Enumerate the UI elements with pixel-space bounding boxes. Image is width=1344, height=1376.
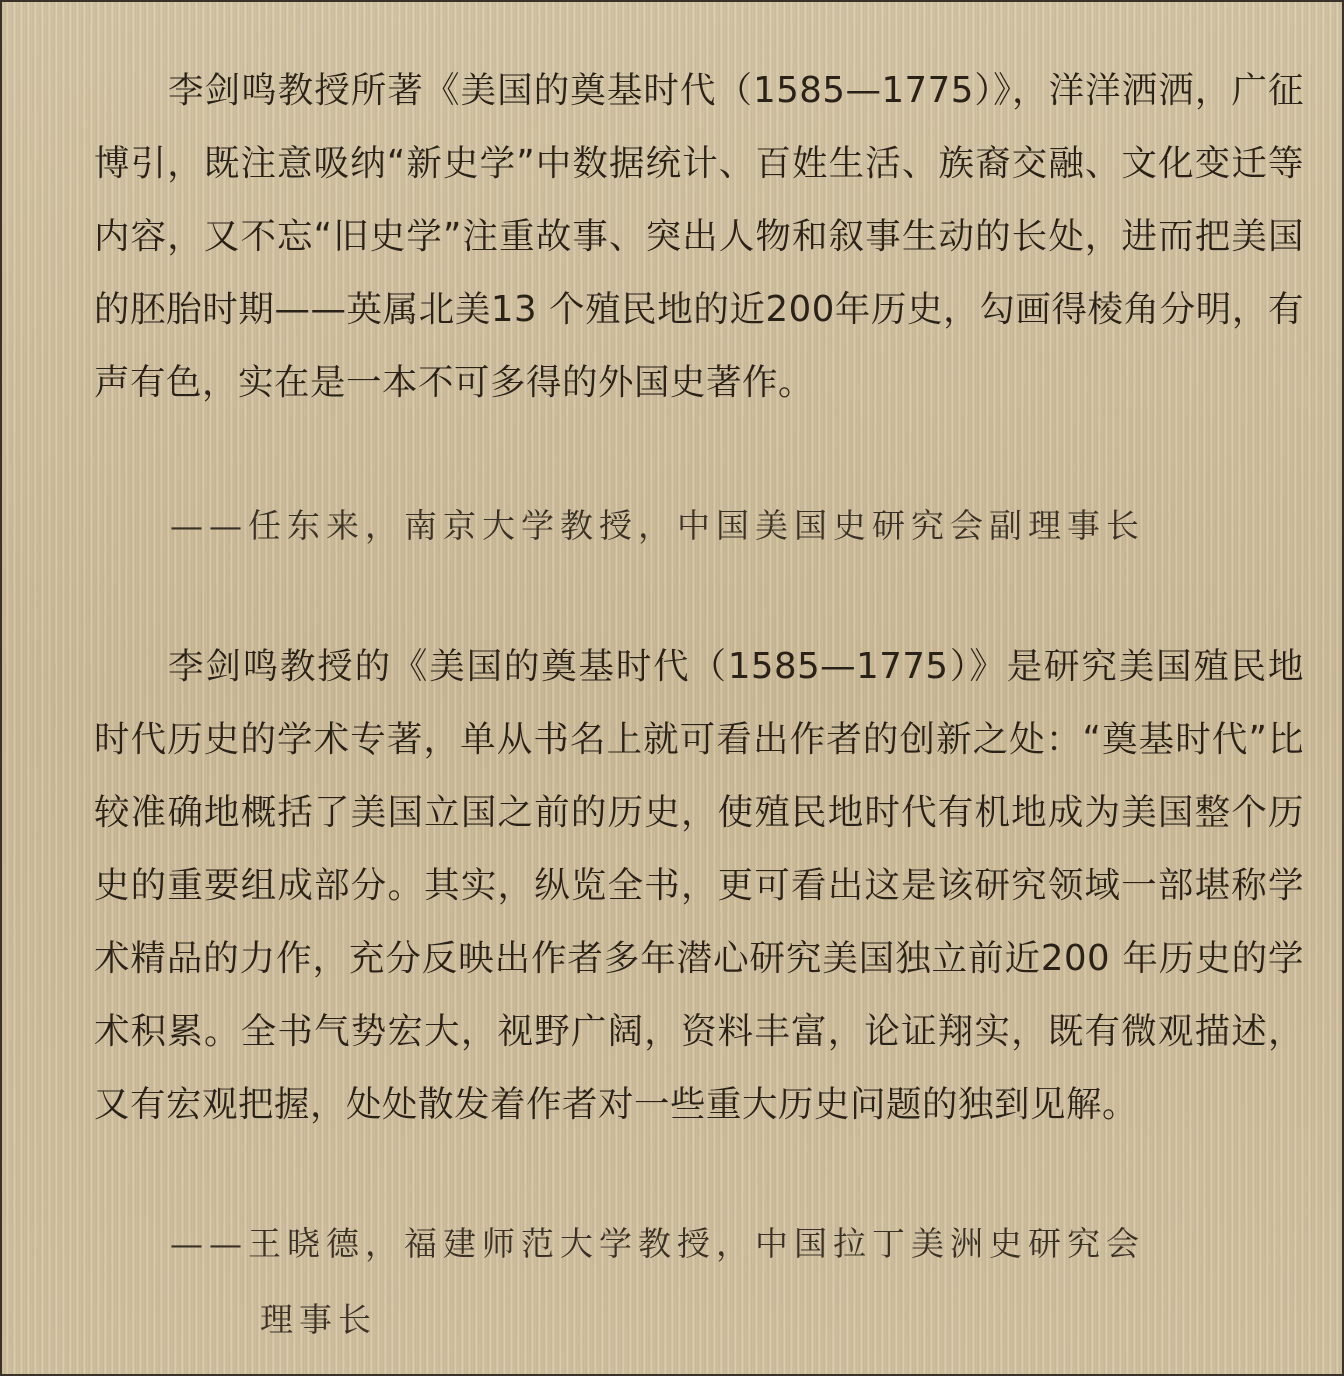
review-attribution-2-continued: 理事长 bbox=[260, 1300, 377, 1339]
review-attribution-1: ——任东来，南京大学教授，中国美国史研究会副理事长 bbox=[170, 506, 1145, 545]
review-text-1: 李剑鸣教授所著《美国的奠基时代（1585—1775）》，洋洋洒洒，广征博引，既注意吸纳“新史学”中数据统计、百姓生活、族裔交融、文化变迁等内容，又不忘“旧史学”注重故事、突出人物和叙事生动的长处，进而把美国的胚胎时期——英属北美13 个殖民地的近200年历史，勾画得棱角分明，有声有色，实在是一本不可多得的外国史著作。 bbox=[94, 70, 1304, 403]
review-text-2: 李剑鸣教授的《美国的奠基时代（1585—1775）》是研究美国殖民地时代历史的学术专著，单从书名上就可看出作者的创新之处：“奠基时代”比较准确地概括了美国立国之前的历史，使殖民地时代有机地成为美国整个历史的重要组成部分。其实，纵览全书，更可看出这是该研究领域一部堪称学术精品的力作，充分反映出作者多年潜心研究美国独立前近200 年历史的学术积累。全书气势宏大，视野广阔，资料丰富，论证翔实，既有微观描述，又有宏观把握，处处散发着作者对一些重大历史问题的独到见解。 bbox=[94, 646, 1304, 1125]
review-attribution-2: ——王晓德，福建师范大学教授，中国拉丁美洲史研究会 bbox=[170, 1224, 1145, 1263]
